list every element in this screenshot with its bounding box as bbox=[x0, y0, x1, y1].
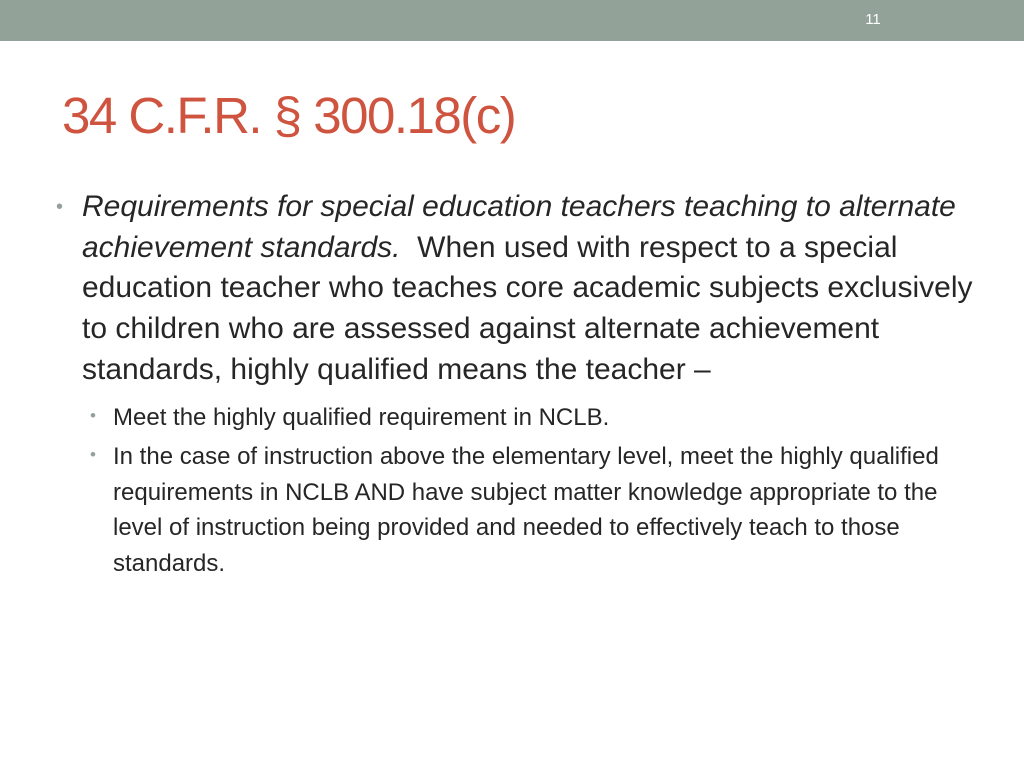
sub-bullet-item bbox=[82, 400, 975, 436]
bullet-icon: • bbox=[90, 405, 96, 425]
main-bullet-text: When used with respect to a special education teacher who teaches core academic subjects exclusively to children who are assessed against alternate achievement standards, highly qualified means the teacher – bbox=[82, 230, 981, 386]
bullet-icon: • bbox=[56, 196, 64, 218]
slide-title: 34 C.F.R. § 300.18(c) bbox=[62, 87, 516, 144]
content-list bbox=[55, 187, 981, 585]
sub-bullet-item bbox=[82, 439, 975, 581]
sub-bullet-text: In the case of instruction above the elementary level, meet the highly qualified requirements in NCLB AND have subject matter knowledge appropriate to the level of instruction being provided and needed to effectively teach to those standards. bbox=[113, 443, 939, 577]
main-bullet-italic-text: Requirements for special education teachers teaching to alternate achievement standards. bbox=[82, 190, 956, 264]
main-bullet bbox=[55, 187, 981, 581]
sub-bullet-list bbox=[82, 400, 975, 582]
bullet-icon: • bbox=[90, 445, 96, 465]
header-band bbox=[0, 0, 1024, 41]
slide-number: 11 bbox=[865, 11, 881, 28]
sub-bullet-text: Meet the highly qualified requirement in NCLB. bbox=[113, 403, 610, 431]
